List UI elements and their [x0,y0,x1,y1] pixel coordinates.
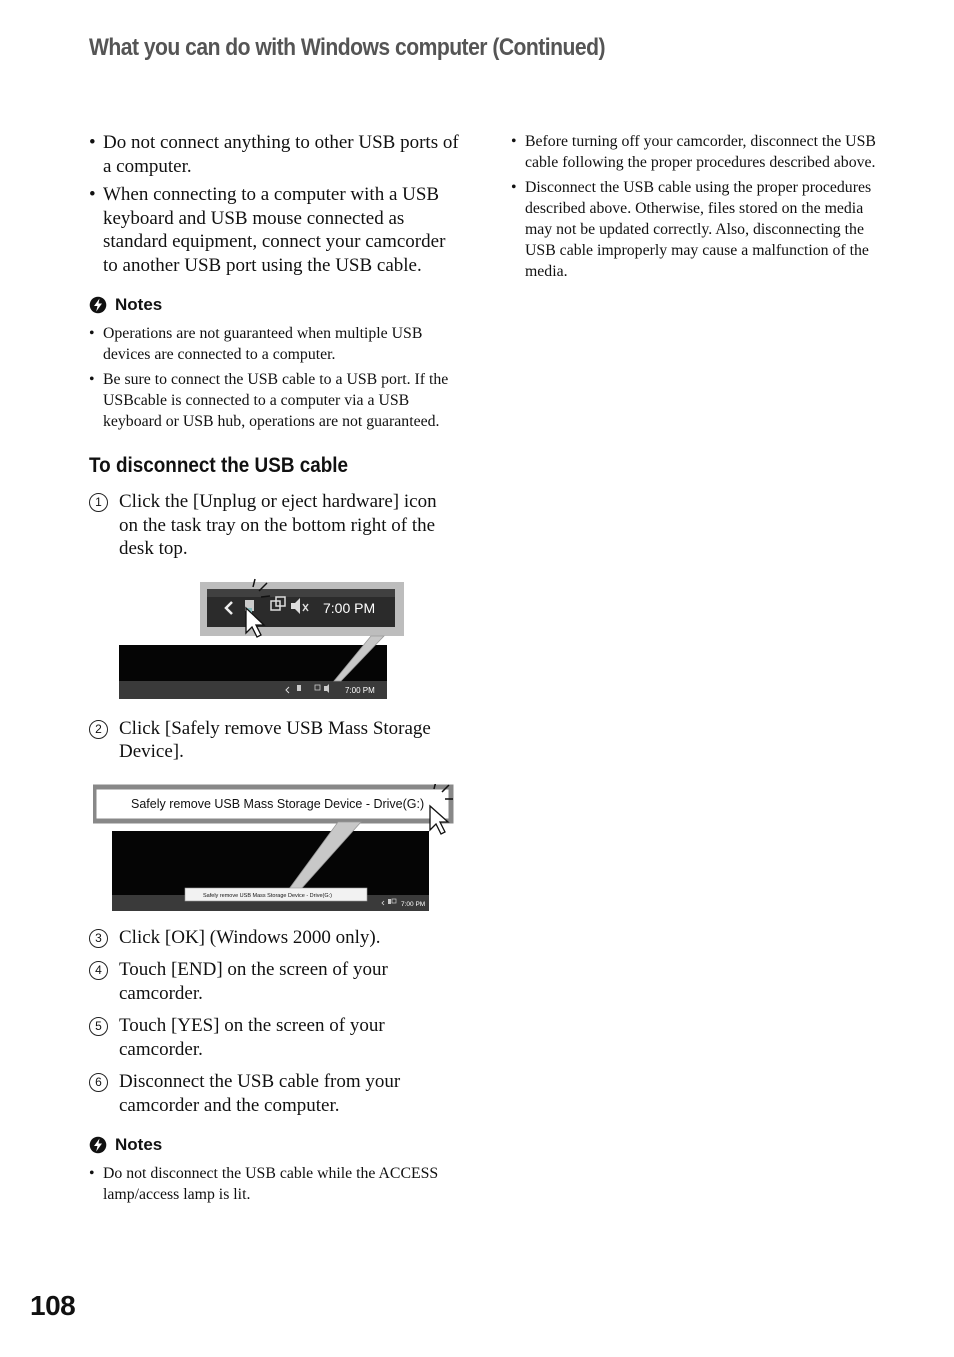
task-tray-figure [119,575,419,705]
notes-list [89,1163,459,1205]
list-item-text: Do not disconnect the USB cable while the ACCESS lamp/access lamp is lit. [103,1165,439,1203]
page-header: What you can do with Windows computer (Continued) [89,34,605,61]
list-item-text: Disconnect the USB cable using the proper procedures described above. Otherwise, files stored on the media may not be updated correctly. Also, disconnecting the USB cable improperly may cause a malfunction of the media. [525,179,872,280]
tray-clock-small: 7:00 PM [345,685,375,695]
list-item-text: Do not connect anything to other USB ports of a computer. [103,132,459,177]
steps-list [89,926,459,1118]
step-item [89,717,459,764]
step-number: 6 [89,1073,108,1092]
notes-heading [89,295,459,315]
caution-icon [89,1136,107,1154]
notes-list [89,323,459,432]
step-text: Touch [YES] on the screen of your camcorder. [119,1015,385,1060]
step-text: Touch [END] on the screen of your camcorder. [119,959,388,1004]
intro-bullet-list [89,131,459,277]
list-item: • Be sure to connect the USB cable to a USB port. If the USBcable is connected to a computer via a USB keyboard or USB hub, operations are not guaranteed. [89,371,449,430]
popup-text-small: Safely remove USB Mass Storage Device - Drive(G:) [203,892,332,899]
step-item [89,1014,459,1061]
step-number: 5 [89,1017,108,1036]
steps-list [89,717,459,764]
step-item [89,926,459,950]
step-number: 1 [89,493,108,512]
step-text: Click the [Unplug or eject hardware] icon on the task tray on the bottom right of the desk top. [119,491,437,559]
list-item: • Operations are not guaranteed when multiple USB devices are connected to a computer. [89,325,423,363]
step-number: 3 [89,929,108,948]
list-item: • Do not disconnect the USB cable while the ACCESS lamp/access lamp is lit. [89,1165,439,1203]
list-item: • Disconnect the USB cable using the proper procedures described above. Otherwise, files stored on the media may not be updated correctly. Also, disconnecting the USB cable improperly may cause a malfunction of the media. [511,179,872,280]
list-item: • Do not connect anything to other USB ports of a computer. [89,132,459,177]
list-item-text: When connecting to a computer with a USB keyboard and USB mouse connected as standard equipment, connect your camcorder to another USB port using the USB cable. [103,184,446,276]
list-item: • When connecting to a computer with a USB keyboard and USB mouse connected as standard equipment, connect your camcorder to another USB port using the USB cable. [89,184,446,276]
tray-clock-small: 7:00 PM [401,900,426,908]
right-bullet-list [511,131,881,282]
list-item: • Before turning off your camcorder, disconnect the USB cable following the proper procedures described above. [511,133,876,171]
page-number: 108 [30,1290,76,1321]
right-column [511,131,881,286]
steps-list [89,490,459,561]
notes-label: Notes [115,295,163,314]
popup-text-large: Safely remove USB Mass Storage Device - Drive(G:) [131,796,425,811]
tray-clock-large: 7:00 PM [323,599,376,616]
notes-heading [89,1135,459,1155]
step-text: Disconnect the USB cable from your camcorder and the computer. [119,1071,401,1116]
step-item [89,490,459,561]
list-item-text: Be sure to connect the USB cable to a USB port. If the USBcable is connected to a computer via a USB keyboard or USB hub, operations are not guaranteed. [103,371,449,430]
list-item-text: Before turning off your camcorder, disconnect the USB cable following the proper procedures described above. [525,133,876,171]
list-item-text: Operations are not guaranteed when multiple USB devices are connected to a computer. [103,325,423,363]
step-number: 4 [89,961,108,980]
notes-label: Notes [115,1135,163,1154]
section-title: To disconnect the USB cable [89,454,349,477]
safely-remove-figure [93,784,463,916]
step-text: Click [OK] (Windows 2000 only). [119,926,381,948]
step-item [89,1070,459,1117]
step-number: 2 [89,720,108,739]
caution-icon [89,296,107,314]
step-item [89,958,459,1005]
left-column [89,131,459,1209]
step-text: Click [Safely remove USB Mass Storage Device]. [119,717,431,762]
